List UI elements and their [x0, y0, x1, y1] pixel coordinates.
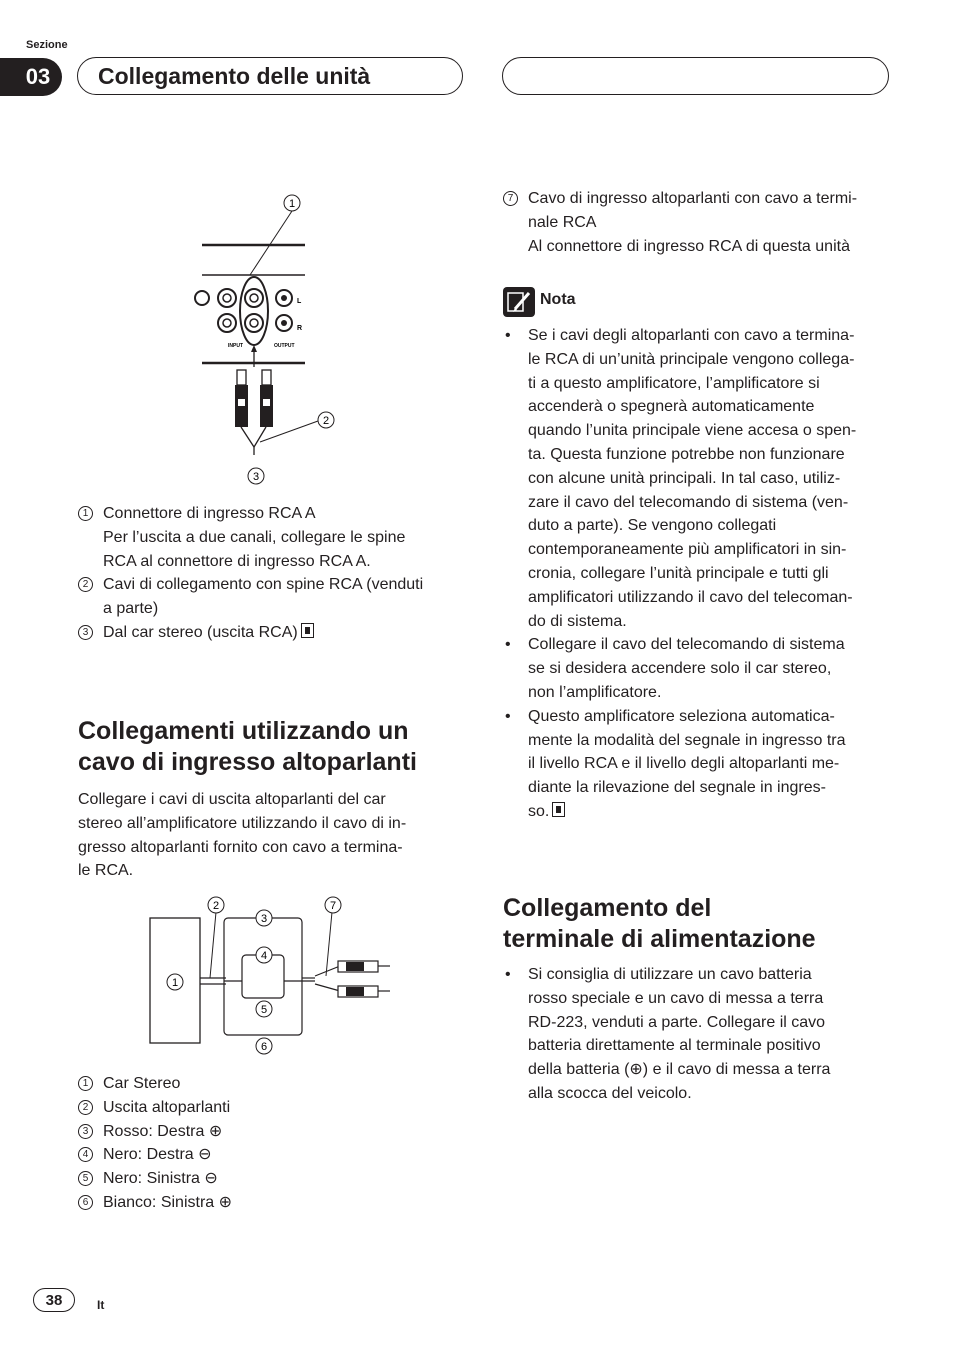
figure2-callout-6: 6 — [260, 1041, 268, 1053]
note-line: amplificatori utilizzando il cavo del telecoman- — [528, 588, 853, 606]
legend-num: 4 — [78, 1147, 93, 1162]
minus-icon: ⊖ — [204, 1170, 218, 1188]
end-mark-icon — [552, 802, 565, 817]
legend-line: Dal car stereo (uscita RCA) — [103, 623, 298, 641]
note-line: ta. Questa funzione potrebbe non funzionare — [528, 445, 845, 463]
body-line: gresso altoparlanti fornito con cavo a termina- — [78, 838, 403, 856]
note-bullet-1: • Se i cavi degli altoparlanti con cavo a termina- le RCA di un’unità principale vengono collega- ti a questo amplificatore, l’amplificatore si accenderà o spegnerà automaticamente quando l’unita principale viene accesa o spen- ta. Questa funzione potrebbe non funzionare con alcune unità principali. In tal caso, utiliz- zare il cavo del telecomando di sistema (ven- duto a parte). Se vengono collegati contemporaneamente più amplificatori in sin- cronia, collegare l’unità principale e tutti gli amplificatori utilizzando il cavo del telecoman- do di sistema. — [503, 324, 898, 633]
legend-text: Car Stereo — [103, 1075, 181, 1092]
figure1-callout-1: 1 — [288, 198, 296, 210]
figure2-callout-5: 5 — [260, 1004, 268, 1016]
note-line: duto a parte). Se vengono collegati — [528, 517, 777, 535]
note-line: il livello RCA e il livello degli altoparlanti me- — [528, 755, 840, 773]
legend-text: Rosso: Destra — [103, 1122, 205, 1140]
legend-num: 1 — [78, 1076, 93, 1091]
power-line: batteria direttamente al terminale positivo — [528, 1037, 821, 1055]
note-line: Questo amplificatore seleziona automatica- — [528, 707, 835, 725]
legend-num: 3 — [78, 1124, 93, 1139]
legend-item-2 — [78, 573, 468, 621]
speaker-section-heading — [78, 716, 473, 778]
figure2-callout-7: 7 — [329, 900, 337, 912]
legend-line: Al connettore di ingresso RCA di questa unità — [528, 237, 850, 255]
note-label: Nota — [540, 291, 576, 308]
heading-line: Collegamento del — [503, 894, 712, 922]
legend-num: 7 — [503, 191, 518, 206]
sezione-label: Sezione — [26, 39, 68, 51]
body-line: stereo all’amplificatore utilizzando il cavo di in- — [78, 814, 407, 832]
note-bullet-3: • Questo amplificatore seleziona automatica- mente la modalità del segnale in ingresso tra il livello RCA e il livello degli altoparlanti me- diante la rilevazione del segnale in ingres- so. — [503, 705, 898, 824]
note-line: do di sistema. — [528, 612, 627, 630]
figure2-legend — [78, 1072, 468, 1215]
note-bullets — [503, 324, 898, 824]
legend-num: 3 — [78, 625, 93, 640]
body-line: le RCA. — [78, 862, 134, 880]
legend-text: Uscita altoparlanti — [103, 1098, 231, 1116]
note-pencil-icon — [503, 287, 535, 317]
note-bullet-2: • Collegare il cavo del telecomando di sistema se si desidera accendere solo il car stereo, non l’amplificatore. — [503, 633, 898, 704]
legend-num: 2 — [78, 1100, 93, 1115]
note-line: mente la modalità del segnale in ingresso tra — [528, 731, 846, 749]
legend-num: 6 — [78, 1195, 93, 1210]
legend-item-1 — [78, 502, 468, 573]
heading-line: Collegamenti utilizzando un — [78, 717, 409, 745]
figure2-callout-2: 2 — [212, 900, 220, 912]
legend-num: 5 — [78, 1171, 93, 1186]
figure2-callout-1: 1 — [171, 977, 179, 989]
power-section-heading — [503, 893, 898, 955]
figure1-callout-3: 3 — [252, 471, 260, 483]
heading-line: terminale di alimentazione — [503, 925, 816, 953]
figure-rca-input-diagram — [190, 185, 340, 490]
power-line: RD-223, venduti a parte. Collegare il cavo — [528, 1013, 826, 1031]
legend-line: Cavi di collegamento con spine RCA (venduti — [103, 576, 424, 594]
body-line: Collegare i cavi di uscita altoparlanti del car — [78, 791, 386, 808]
figure2-callout-4: 4 — [260, 950, 268, 962]
input-label: INPUT — [228, 343, 243, 349]
legend-line: nale RCA — [528, 213, 597, 231]
right-channel-label: R — [297, 325, 303, 332]
legend-item-nero-destra — [78, 1143, 468, 1167]
legend-item-7 — [503, 187, 898, 258]
legend-text: Nero: Destra — [103, 1146, 194, 1164]
legend-line: a parte) — [103, 600, 159, 618]
note-line: le RCA di un’unità principale vengono collega- — [528, 350, 855, 368]
page-number: 38 — [33, 1288, 75, 1312]
legend-line: Cavo di ingresso altoparlanti con cavo a termi- — [528, 190, 858, 207]
note-line: zare il cavo del telecomando di sistema (ven- — [528, 493, 849, 511]
legend-item-car-stereo — [78, 1072, 468, 1096]
figure-speaker-wiring-diagram — [140, 890, 400, 1060]
legend-item-nero-sinistra — [78, 1167, 468, 1191]
language-code: It — [97, 1298, 105, 1312]
legend-text: Bianco: Sinistra — [103, 1193, 215, 1211]
note-line: quando l’unita principale viene accesa o spen- — [528, 422, 857, 440]
power-line: rosso speciale e un cavo di messa a terra — [528, 989, 824, 1007]
power-line: Si consiglia di utilizzare un cavo batteria — [528, 966, 812, 983]
note-line: con alcune unità principali. In tal caso, utiliz- — [528, 469, 841, 487]
section-power-terminal — [503, 893, 898, 1106]
section-title: Collegamento delle unità — [77, 57, 463, 95]
speaker-section-body — [78, 788, 473, 883]
power-bullet: • Si consiglia di utilizzare un cavo batteria rosso speciale e un cavo di messa a terra RD-223, venduti a parte. Collegare il cavo batteria direttamente al terminale positivo della batteria (⊕) e il cavo di messa a terra alla scocca del veicolo. — [503, 963, 898, 1106]
legend-item-rosso-destra — [78, 1120, 468, 1144]
output-label: OUTPUT — [274, 343, 295, 349]
left-channel-label: L — [297, 298, 302, 305]
legend-line: Per l’uscita a due canali, collegare le spine — [103, 528, 406, 546]
note-line: Se i cavi degli altoparlanti con cavo a termina- — [528, 327, 855, 344]
legend-item-bianco-sinistra — [78, 1191, 468, 1215]
header-empty-box — [502, 57, 889, 95]
figure1-legend — [78, 502, 468, 645]
end-mark-icon — [301, 623, 314, 638]
legend-num: 1 — [78, 506, 93, 521]
note-line: ti a questo amplificatore, l’amplificatore si — [528, 374, 820, 392]
figure1-callout-2: 2 — [322, 415, 330, 427]
plus-icon: ⊕ — [208, 1122, 223, 1140]
minus-icon: ⊖ — [198, 1146, 212, 1164]
legend-text: Nero: Sinistra — [103, 1170, 200, 1188]
note-line: Collegare il cavo del telecomando di sistema — [528, 636, 845, 654]
note-line: contemporaneamente più amplificatori in sin- — [528, 541, 847, 559]
note-line: so. — [528, 802, 550, 820]
legend-num: 2 — [78, 577, 93, 592]
note-line: diante la rilevazione del segnale in ingres- — [528, 779, 826, 797]
note-line: cronia, collegare l’unità principale e tutti gli — [528, 564, 829, 582]
section-number-badge: 03 — [0, 58, 62, 96]
power-line: della batteria (⊕) e il cavo di messa a terra — [528, 1061, 831, 1079]
legend-item-3 — [78, 621, 468, 645]
section-speaker-input — [78, 716, 473, 883]
legend-line: Connettore di ingresso RCA A — [103, 505, 316, 522]
note-line: accenderà o spegnerà automaticamente — [528, 398, 815, 416]
power-line: alla scocca del veicolo. — [528, 1084, 692, 1102]
legend-item-uscita — [78, 1096, 468, 1120]
note-line: se si desidera accendere solo il car stereo, — [528, 660, 832, 678]
heading-line: cavo di ingresso altoparlanti — [78, 748, 417, 776]
plus-icon: ⊕ — [218, 1193, 233, 1211]
legend-line: RCA al connettore di ingresso RCA A. — [103, 552, 371, 570]
figure2-callout-3: 3 — [260, 913, 268, 925]
note-line: non l’amplificatore. — [528, 683, 662, 701]
